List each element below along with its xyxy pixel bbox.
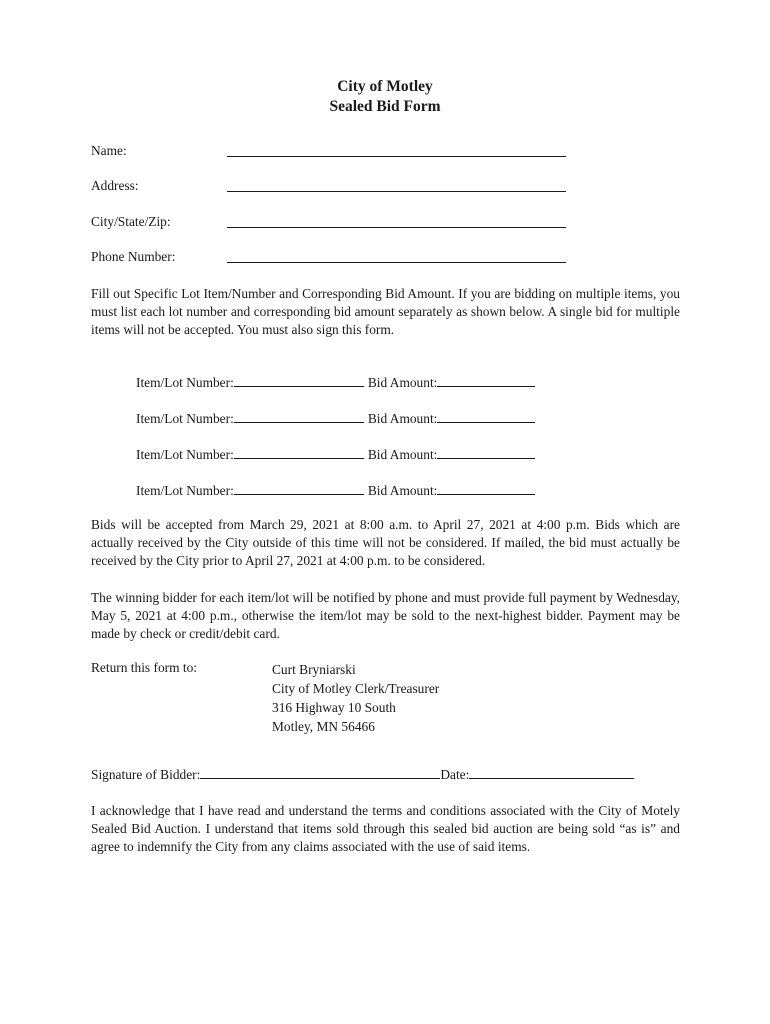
name-field-line[interactable] <box>227 156 566 157</box>
bid-amount-label: Bid Amount: <box>367 483 438 498</box>
signature-line[interactable] <box>200 766 440 779</box>
return-form-label: Return this form to: <box>91 660 198 675</box>
bid-amount-line[interactable] <box>437 482 535 495</box>
lot-number-line[interactable] <box>234 410 364 423</box>
lot-number-line[interactable] <box>234 374 364 387</box>
bid-amount-line[interactable] <box>437 446 535 459</box>
lot-number-label: Item/Lot Number: <box>136 483 234 498</box>
instructions-paragraph: Fill out Specific Lot Item/Number and Corresponding Bid Amount. If you are bidding on multiple items, you must list each lot number and corresponding bid amount separately as shown below. A single bid for multiple items will not be accepted. You must also sign this form. <box>91 286 680 338</box>
lot-number-label: Item/Lot Number: <box>136 411 234 426</box>
address-field-line[interactable] <box>227 191 566 192</box>
phone-number-label: Phone Number: <box>91 249 176 264</box>
date-label: Date: <box>440 767 470 782</box>
return-street: 316 Highway 10 South <box>272 700 396 715</box>
bid-row <box>136 374 535 391</box>
date-line[interactable] <box>469 766 634 779</box>
form-title: Sealed Bid Form <box>329 98 441 115</box>
city-state-zip-field-line[interactable] <box>227 227 566 228</box>
bid-row <box>136 482 535 499</box>
bid-amount-line[interactable] <box>437 410 535 423</box>
acknowledgement-paragraph: I acknowledge that I have read and understand the terms and conditions associated with the City of Motely Sealed Bid Auction. I understand that items sold through this sealed bid auction are being sold “as is” and agree to indemnify the City from any claims associated with the use of said items. <box>91 803 680 855</box>
phone-number-field-line[interactable] <box>227 262 566 263</box>
return-name: Curt Bryniarski <box>272 662 356 677</box>
bid-amount-label: Bid Amount: <box>367 375 438 390</box>
bid-amount-label: Bid Amount: <box>367 411 438 426</box>
bid-row <box>136 446 535 463</box>
bid-amount-line[interactable] <box>437 374 535 387</box>
return-title: City of Motley Clerk/Treasurer <box>272 681 440 696</box>
lot-number-label: Item/Lot Number: <box>136 375 234 390</box>
return-address <box>272 660 439 736</box>
bid-amount-label: Bid Amount: <box>367 447 438 462</box>
lot-number-line[interactable] <box>234 446 364 459</box>
signature-label: Signature of Bidder: <box>91 767 201 782</box>
lot-number-line[interactable] <box>234 482 364 495</box>
city-state-zip-label: City/State/Zip: <box>91 214 171 229</box>
name-label: Name: <box>91 143 127 158</box>
return-city: Motley, MN 56466 <box>272 719 375 734</box>
lot-number-label: Item/Lot Number: <box>136 447 234 462</box>
payment-terms-paragraph: The winning bidder for each item/lot will be notified by phone and must provide full payment by Wednesday, May 5, 2021 at 4:00 p.m., otherwise the item/lot may be sold to the next-highest bidder. Payment may be made by check or credit/debit card. <box>91 590 680 642</box>
signature-row <box>91 766 634 783</box>
bid-row <box>136 410 535 427</box>
form-title-city: City of Motley <box>337 78 433 95</box>
bid-period-paragraph: Bids will be accepted from March 29, 2021 at 8:00 a.m. to April 27, 2021 at 4:00 p.m. Bids which are actually received by the City outside of this time will not be considered. If mailed, the bid must actually be received by the City prior to April 27, 2021 at 4:00 p.m. to be considered. <box>91 517 680 569</box>
address-label: Address: <box>91 178 139 193</box>
